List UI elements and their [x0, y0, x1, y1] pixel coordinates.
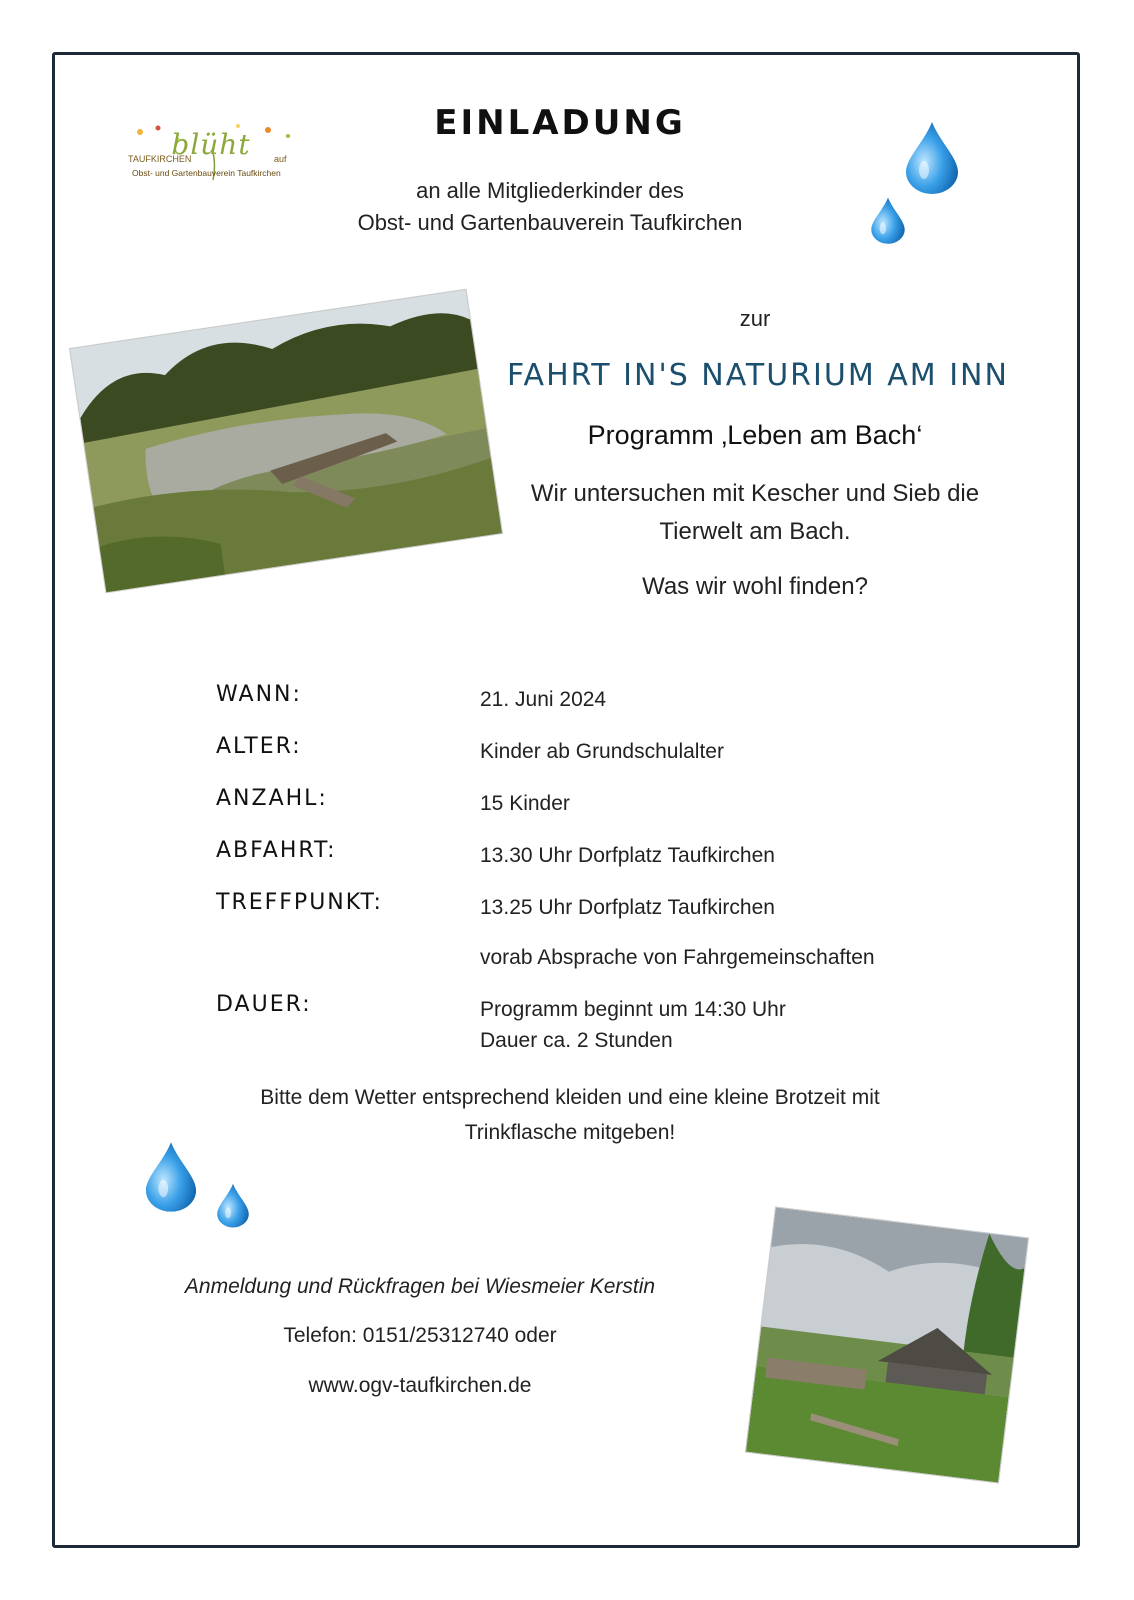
detail-label: DAUER:	[216, 992, 312, 1017]
contact-website: www.ogv-taufkirchen.de	[308, 1374, 532, 1397]
naturium-photo	[746, 1207, 1028, 1482]
contact-phone: Telefon: 0151/25312740 oder	[283, 1324, 557, 1347]
note-line-2: Trinkflasche mitgeben!	[464, 1121, 676, 1144]
detail-label: ABFAHRT:	[216, 838, 337, 863]
subtitle-line-2: Obst- und Gartenbauverein Taufkirchen	[357, 210, 743, 235]
detail-row-dauer	[216, 992, 976, 1062]
water-drop-small-icon	[870, 196, 906, 244]
detail-value: vorab Absprache von Fahrgemeinschaften	[480, 946, 875, 969]
note-line-1: Bitte dem Wetter entsprechend kleiden und eine kleine Brotzeit mit	[260, 1086, 880, 1109]
detail-row-treffpunkt-note	[216, 940, 976, 980]
detail-label: ANZAHL:	[216, 786, 328, 811]
detail-value: 13.30 Uhr Dorfplatz Taufkirchen	[480, 844, 775, 867]
detail-value: 13.25 Uhr Dorfplatz Taufkirchen	[480, 896, 775, 919]
intro-zur: zur	[739, 306, 771, 331]
detail-row-wann	[216, 682, 976, 722]
detail-value: Dauer ca. 2 Stunden	[480, 1029, 673, 1052]
subtitle-line-1: an alle Mitgliederkinder des	[416, 178, 684, 203]
detail-row-abfahrt	[216, 838, 976, 878]
detail-label: ALTER:	[216, 734, 302, 759]
contact-person: Anmeldung und Rückfragen bei Wiesmeier Kerstin	[184, 1275, 656, 1298]
club-logo	[118, 122, 304, 186]
logo-tagline: Obst- und Gartenbauverein Taufkirchen	[132, 168, 281, 178]
page-title: EINLADUNG	[434, 103, 686, 143]
detail-label: WANN:	[216, 682, 302, 707]
logo-right-word: auf	[274, 154, 287, 164]
detail-row-anzahl	[216, 786, 976, 826]
description-line-1: Wir untersuchen mit Kescher und Sieb die	[530, 480, 980, 507]
water-drop-icon	[144, 1140, 198, 1212]
detail-value: Programm beginnt um 14:30 Uhr	[480, 998, 786, 1021]
water-drop-icon	[904, 120, 960, 194]
detail-value: 15 Kinder	[480, 792, 570, 815]
water-drop-small-icon	[216, 1182, 250, 1228]
detail-row-alter	[216, 734, 976, 774]
detail-value: Kinder ab Grundschulalter	[480, 740, 724, 763]
description-question: Was wir wohl finden?	[642, 573, 868, 600]
logo-left-word: TAUFKIRCHEN	[128, 154, 192, 164]
logo-wordmark: blüht	[171, 128, 251, 161]
detail-value: 21. Juni 2024	[480, 688, 607, 711]
event-headline: FAHRT IN'S NATURIUM AM INN	[507, 358, 1009, 393]
program-title: Programm ‚Leben am Bach‘	[587, 420, 923, 450]
description-line-2: Tierwelt am Bach.	[659, 518, 851, 545]
detail-row-treffpunkt	[216, 890, 976, 930]
detail-label: TREFFPUNKT:	[216, 890, 383, 915]
